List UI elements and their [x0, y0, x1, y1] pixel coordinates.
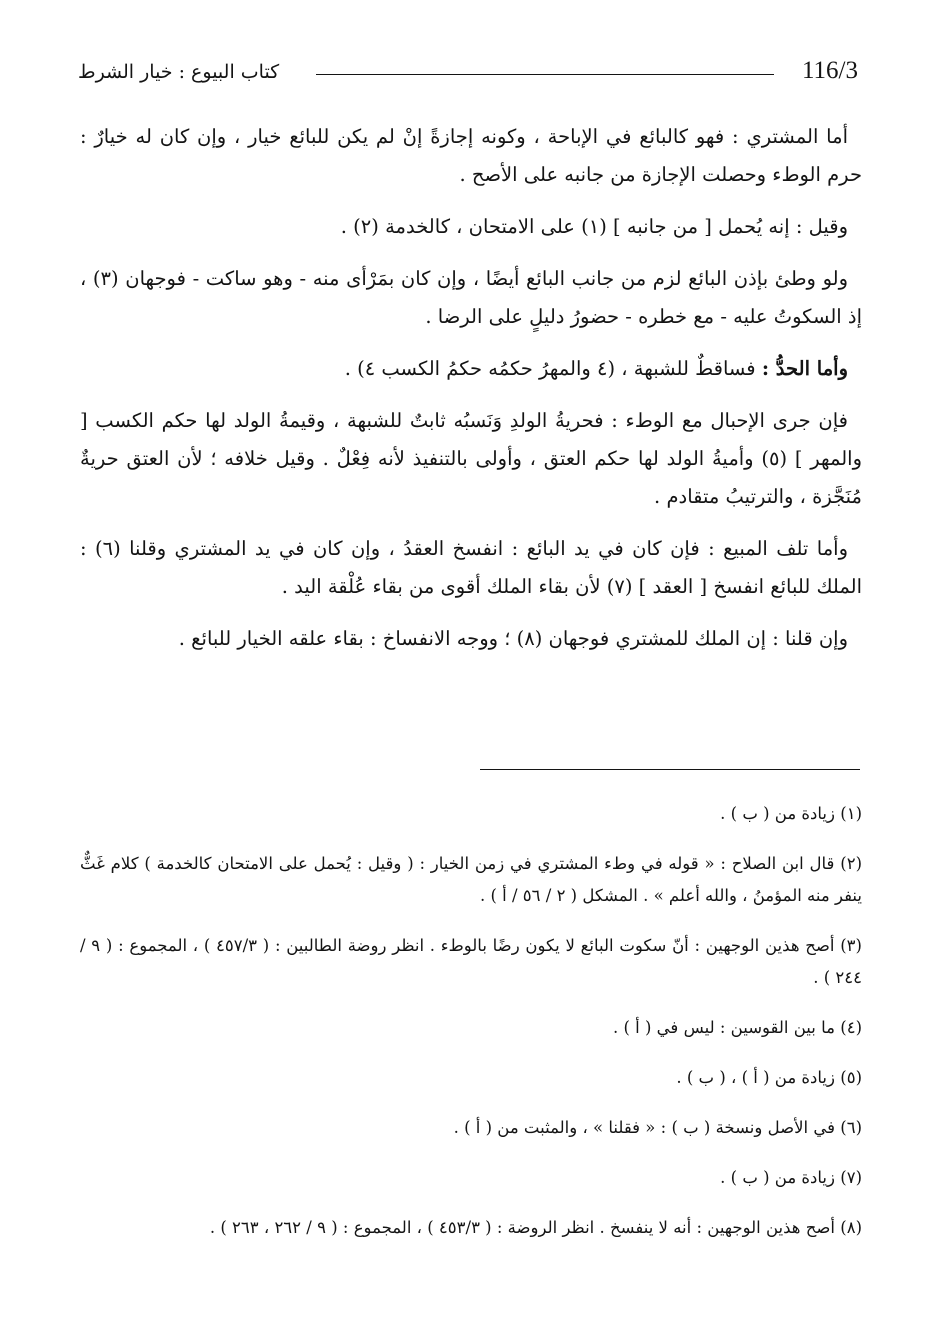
paragraph-text: وقيل : إنه يُحمل [ من جانبه ] (١) على الامتحان ، كالخدمة (٢) .: [340, 215, 848, 238]
paragraph-text: أما المشتري : فهو كالبائع في الإباحة ، وكونه إجازةً إنْ لم يكن للبائع خيار ، وإن كان له خيارٌ : حرم الوطء وحصلت الإجازة من جانبه على الأصح .: [80, 125, 862, 186]
footnote: (١) زيادة من ( ب ) .: [720, 804, 862, 823]
paragraph: [80, 208, 862, 246]
paragraph-text: فإن جرى الإحبال مع الوطء : فحريةُ الولدِ وَنَسبُه ثابتٌ للشبهة ، وقيمةُ الولد لها حكم الكسب [ والمهر ] (٥) وأميةُ الولد لها حكم العتق ، وأولى بالتنفيذ لأنه فِعْلٌ . وقيل خلافه ؛ لأن العتق حريةٌ مُنَجَّزة ، والترتيبُ متقادم .: [80, 409, 862, 508]
footnote: (٨) أصح هذين الوجهين : أنه لا ينفسخ . انظر الروضة : ( ٤٥٣/٣ ) ، المجموع : ( ٩ / ٢٦٢ ، ٢٦٣ ) .: [209, 1218, 862, 1237]
paragraph-text: ولو وطئ بإذن البائع لزم من جانب البائع أيضًا ، وإن كان بمَرْأى منه - وهو ساكت - فوجهان (٣) ، إذ السكوتُ عليه - مع خطره - حضورُ دليلٍ على الرضا .: [80, 267, 862, 328]
footnotes: [80, 798, 862, 1262]
footnote-separator: [480, 769, 860, 770]
footnote: (٤) ما بين القوسين : ليس في ( أ ) .: [613, 1018, 862, 1037]
page-header: [78, 56, 858, 96]
footnote: (٧) زيادة من ( ب ) .: [720, 1168, 862, 1187]
paragraph-text: وأما تلف المبيع : فإن كان في يد البائع : انفسخ العقدُ ، وإن كان في يد المشتري وقلنا (٦) : الملك للبائع انفسخ [ العقد ] (٧) لأن بقاء الملك أقوى من بقاء عُلْقة اليد .: [80, 537, 862, 598]
paragraph: [80, 350, 862, 388]
footnote: (٥) زيادة من ( أ ) ، ( ب ) .: [676, 1068, 862, 1087]
footnote: (٢) قال ابن الصلاح : « قوله في وطء المشتري في زمن الخيار : ( وقيل : يُحمل على الامتحان كالخدمة ) كلام غَثٌّ ينفر منه المؤمنُ ، والله أعلم » . المشكل ( ٢ / ٥٦ / أ ) .: [80, 854, 862, 905]
footnote: (٦) في الأصل ونسخة ( ب ) : « فقلنا » ، والمثبت من ( أ ) .: [453, 1118, 862, 1137]
paragraph: [80, 402, 862, 516]
header-rule: [316, 74, 774, 75]
paragraph: [80, 118, 862, 194]
main-text: [80, 118, 862, 672]
footnote: (٣) أصح هذين الوجهين : أنّ سكوت البائع لا يكون رضًا بالوطء . انظر روضة الطالبين : ( ٤٥٧/٣ ) ، المجموع : ( ٩ / ٢٤٤ ) .: [80, 936, 862, 987]
paragraph: [80, 530, 862, 606]
paragraph-text: وإن قلنا : إن الملك للمشتري فوجهان (٨) ؛ ووجه الانفساخ : بقاء علقه الخيار للبائع .: [178, 627, 848, 650]
paragraph: [80, 260, 862, 336]
paragraph-lead: وأما الحدُّ :: [761, 357, 848, 380]
paragraph-text: فساقطٌ للشبهة ، (٤ والمهرُ حكمُه حكمُ الكسب ٤) .: [344, 357, 762, 380]
page-number: 116/3: [801, 57, 858, 84]
paragraph: [80, 620, 862, 658]
running-title: كتاب البيوع : خيار الشرط: [78, 61, 280, 83]
